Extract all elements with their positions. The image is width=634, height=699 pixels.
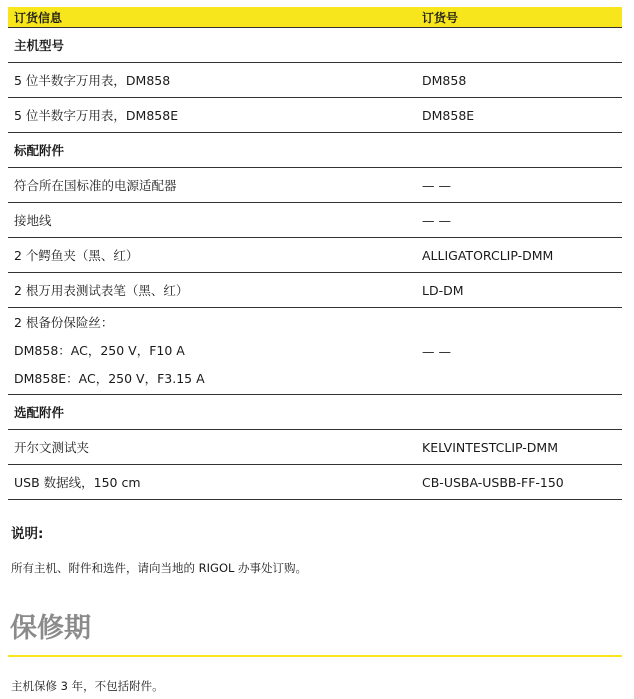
row-order-fuse: — — xyxy=(416,308,622,395)
table-row xyxy=(8,203,622,238)
section-row-optional-accessories xyxy=(8,395,622,430)
row-info-clips: 2 个鳄鱼夹（黑、红） xyxy=(8,238,416,273)
header-order-number: 订货号 xyxy=(416,7,622,28)
section-row-main-model xyxy=(8,28,622,63)
row-info-usb: USB 数据线，150 cm xyxy=(8,465,416,500)
table-row xyxy=(8,430,622,465)
note-text: 所有主机、附件和选件，请向当地的 RIGOL 办事处订购。 xyxy=(11,561,308,575)
fuse-line-1: 2 根备份保险丝： xyxy=(14,315,114,330)
warranty-title: 保修期 xyxy=(10,613,91,644)
row-info-adapter: 符合所在国标准的电源适配器 xyxy=(8,168,416,203)
table-row xyxy=(8,238,622,273)
row-info-dm858: 5 位半数字万用表，DM858 xyxy=(8,63,416,98)
row-info-fuse xyxy=(8,308,416,395)
table-row xyxy=(8,98,622,133)
table-row xyxy=(8,168,622,203)
row-order-kelvin: KELVINTESTCLIP-DMM xyxy=(416,430,622,465)
row-order-ground: — — xyxy=(416,203,622,238)
row-order-leads: LD-DM xyxy=(416,273,622,308)
header-ordering-info: 订货信息 xyxy=(8,7,416,28)
table-row xyxy=(8,63,622,98)
fuse-line-2: DM858：AC，250 V，F10 A xyxy=(14,343,185,358)
fuse-line-3: DM858E：AC，250 V，F3.15 A xyxy=(14,371,205,386)
row-order-usb: CB-USBA-USBB-FF-150 xyxy=(416,465,622,500)
warranty-text: 主机保修 3 年，不包括附件。 xyxy=(11,679,164,693)
ordering-info-table xyxy=(8,7,622,500)
warranty-divider xyxy=(8,655,622,657)
row-info-kelvin: 开尔文测试夹 xyxy=(8,430,416,465)
row-info-dm858e: 5 位半数字万用表，DM858E xyxy=(8,98,416,133)
table-row xyxy=(8,308,622,395)
row-order-adapter: — — xyxy=(416,168,622,203)
section-optional-accessories: 选配附件 xyxy=(8,395,622,430)
table-row xyxy=(8,465,622,500)
note-title: 说明: xyxy=(11,526,44,542)
section-standard-accessories: 标配附件 xyxy=(8,133,622,168)
row-info-leads: 2 根万用表测试表笔（黑、红） xyxy=(8,273,416,308)
row-order-clips: ALLIGATORCLIP-DMM xyxy=(416,238,622,273)
row-info-ground: 接地线 xyxy=(8,203,416,238)
section-row-standard-accessories xyxy=(8,133,622,168)
section-main-model: 主机型号 xyxy=(8,28,622,63)
table-header-row xyxy=(8,7,622,28)
row-order-dm858: DM858 xyxy=(416,63,622,98)
row-order-dm858e: DM858E xyxy=(416,98,622,133)
table-row xyxy=(8,273,622,308)
